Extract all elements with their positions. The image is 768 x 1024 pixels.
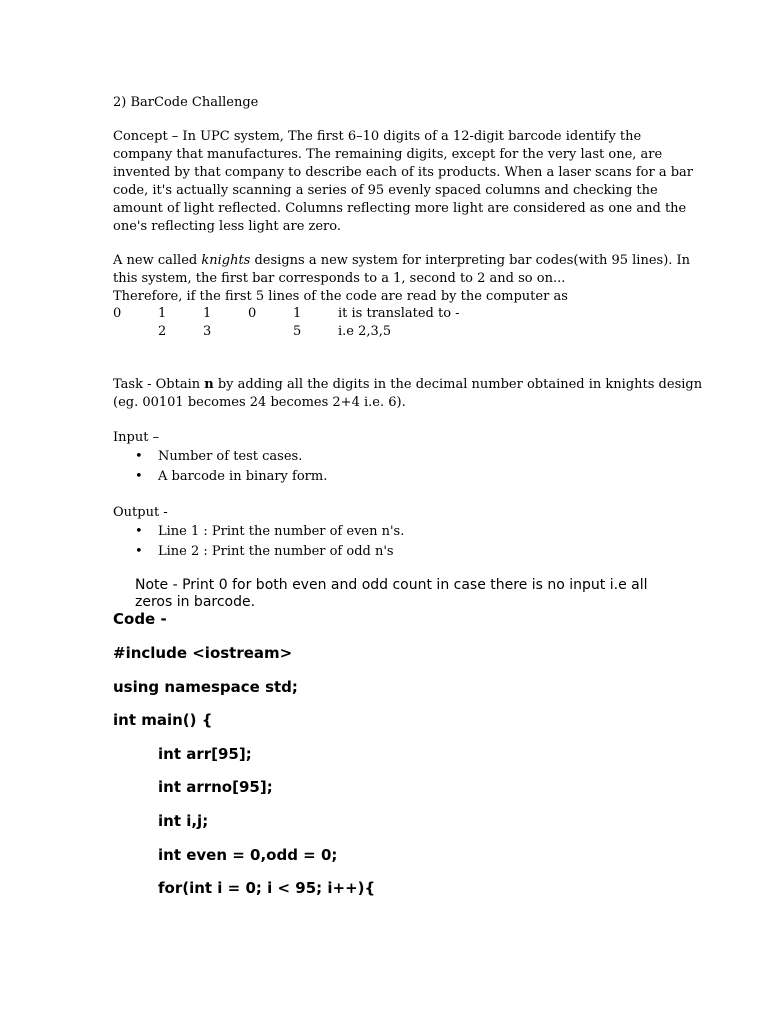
binary-digit: 0: [113, 306, 122, 321]
code-line: int arrno[95];: [158, 778, 273, 796]
task-line-2: (eg. 00101 becomes 24 becomes 2+4 i.e. 6).: [113, 395, 406, 410]
translated-row: [0, 323, 768, 341]
section-title: 2) BarCode Challenge: [113, 95, 259, 110]
output-heading: Output -: [113, 505, 168, 520]
code-line: #include <iostream>: [113, 644, 293, 662]
binary-digit: 0: [248, 306, 257, 321]
translated-digit: 5: [293, 324, 302, 339]
input-heading: Input –: [113, 430, 160, 445]
translated-digit: 3: [203, 324, 212, 339]
concept-line: Concept – In UPC system, The first 6–10 digits of a 12-digit barcode identify the: [113, 129, 642, 144]
code-line: for(int i = 0; i < 95; i++){: [158, 879, 376, 897]
note-paragraph: [135, 577, 675, 611]
bullet-icon: •: [135, 469, 143, 484]
concept-line: code, it's actually scanning a series of 95 evenly spaced columns and checking the: [113, 183, 658, 198]
input-item-text: A barcode in binary form.: [158, 469, 328, 484]
knights-text: designs a new system for interpreting bar codes(with 95 lines). In: [250, 253, 691, 268]
knights-text: A new called: [113, 253, 202, 268]
translation-label: it is translated to -: [338, 306, 460, 321]
task-variable: n: [204, 377, 214, 392]
note-line: Note - Print 0 for both even and odd count in case there is no input i.e all: [135, 577, 648, 593]
note-line: zeros in barcode.: [135, 594, 256, 610]
code-heading: Code -: [113, 610, 167, 628]
concept-line: invented by that company to describe each of its products. When a laser scans for a bar: [113, 165, 693, 180]
concept-line: company that manufactures. The remaining digits, except for the very last one, are: [113, 147, 663, 162]
binary-digit: 1: [158, 306, 167, 321]
code-line: int arr[95];: [158, 745, 252, 763]
knights-line-1: [113, 252, 691, 270]
concept-paragraph: [113, 128, 693, 236]
translation-result: i.e 2,3,5: [338, 324, 392, 339]
code-line: int i,j;: [158, 812, 209, 830]
binary-digit: 1: [203, 306, 212, 321]
code-line: int even = 0,odd = 0;: [158, 846, 338, 864]
bullet-icon: •: [135, 544, 143, 559]
task-paragraph: [113, 376, 703, 412]
knights-line-3: Therefore, if the first 5 lines of the code are read by the computer as: [113, 289, 568, 304]
input-item-text: Number of test cases.: [158, 449, 303, 464]
bullet-icon: •: [135, 524, 143, 539]
output-item-text: Line 2 : Print the number of odd n's: [158, 544, 394, 559]
knights-paragraph: [113, 252, 691, 306]
task-text: by adding all the digits in the decimal number obtained in knights design: [213, 377, 703, 392]
binary-row: [0, 305, 768, 323]
task-text: Task - Obtain: [113, 377, 205, 392]
code-line: int main() {: [113, 711, 213, 729]
knights-emphasis: knights: [201, 253, 251, 268]
concept-line: one's reflecting less light are zero.: [113, 219, 342, 234]
knights-line-2: this system, the first bar corresponds to a 1, second to 2 and so on...: [113, 271, 566, 286]
code-line: using namespace std;: [113, 678, 298, 696]
binary-digit: 1: [293, 306, 302, 321]
task-line-1: [113, 376, 703, 394]
output-item-text: Line 1 : Print the number of even n's.: [158, 524, 405, 539]
translated-digit: 2: [158, 324, 167, 339]
bullet-icon: •: [135, 449, 143, 464]
concept-line: amount of light reflected. Columns reflecting more light are considered as one and the: [113, 201, 687, 216]
